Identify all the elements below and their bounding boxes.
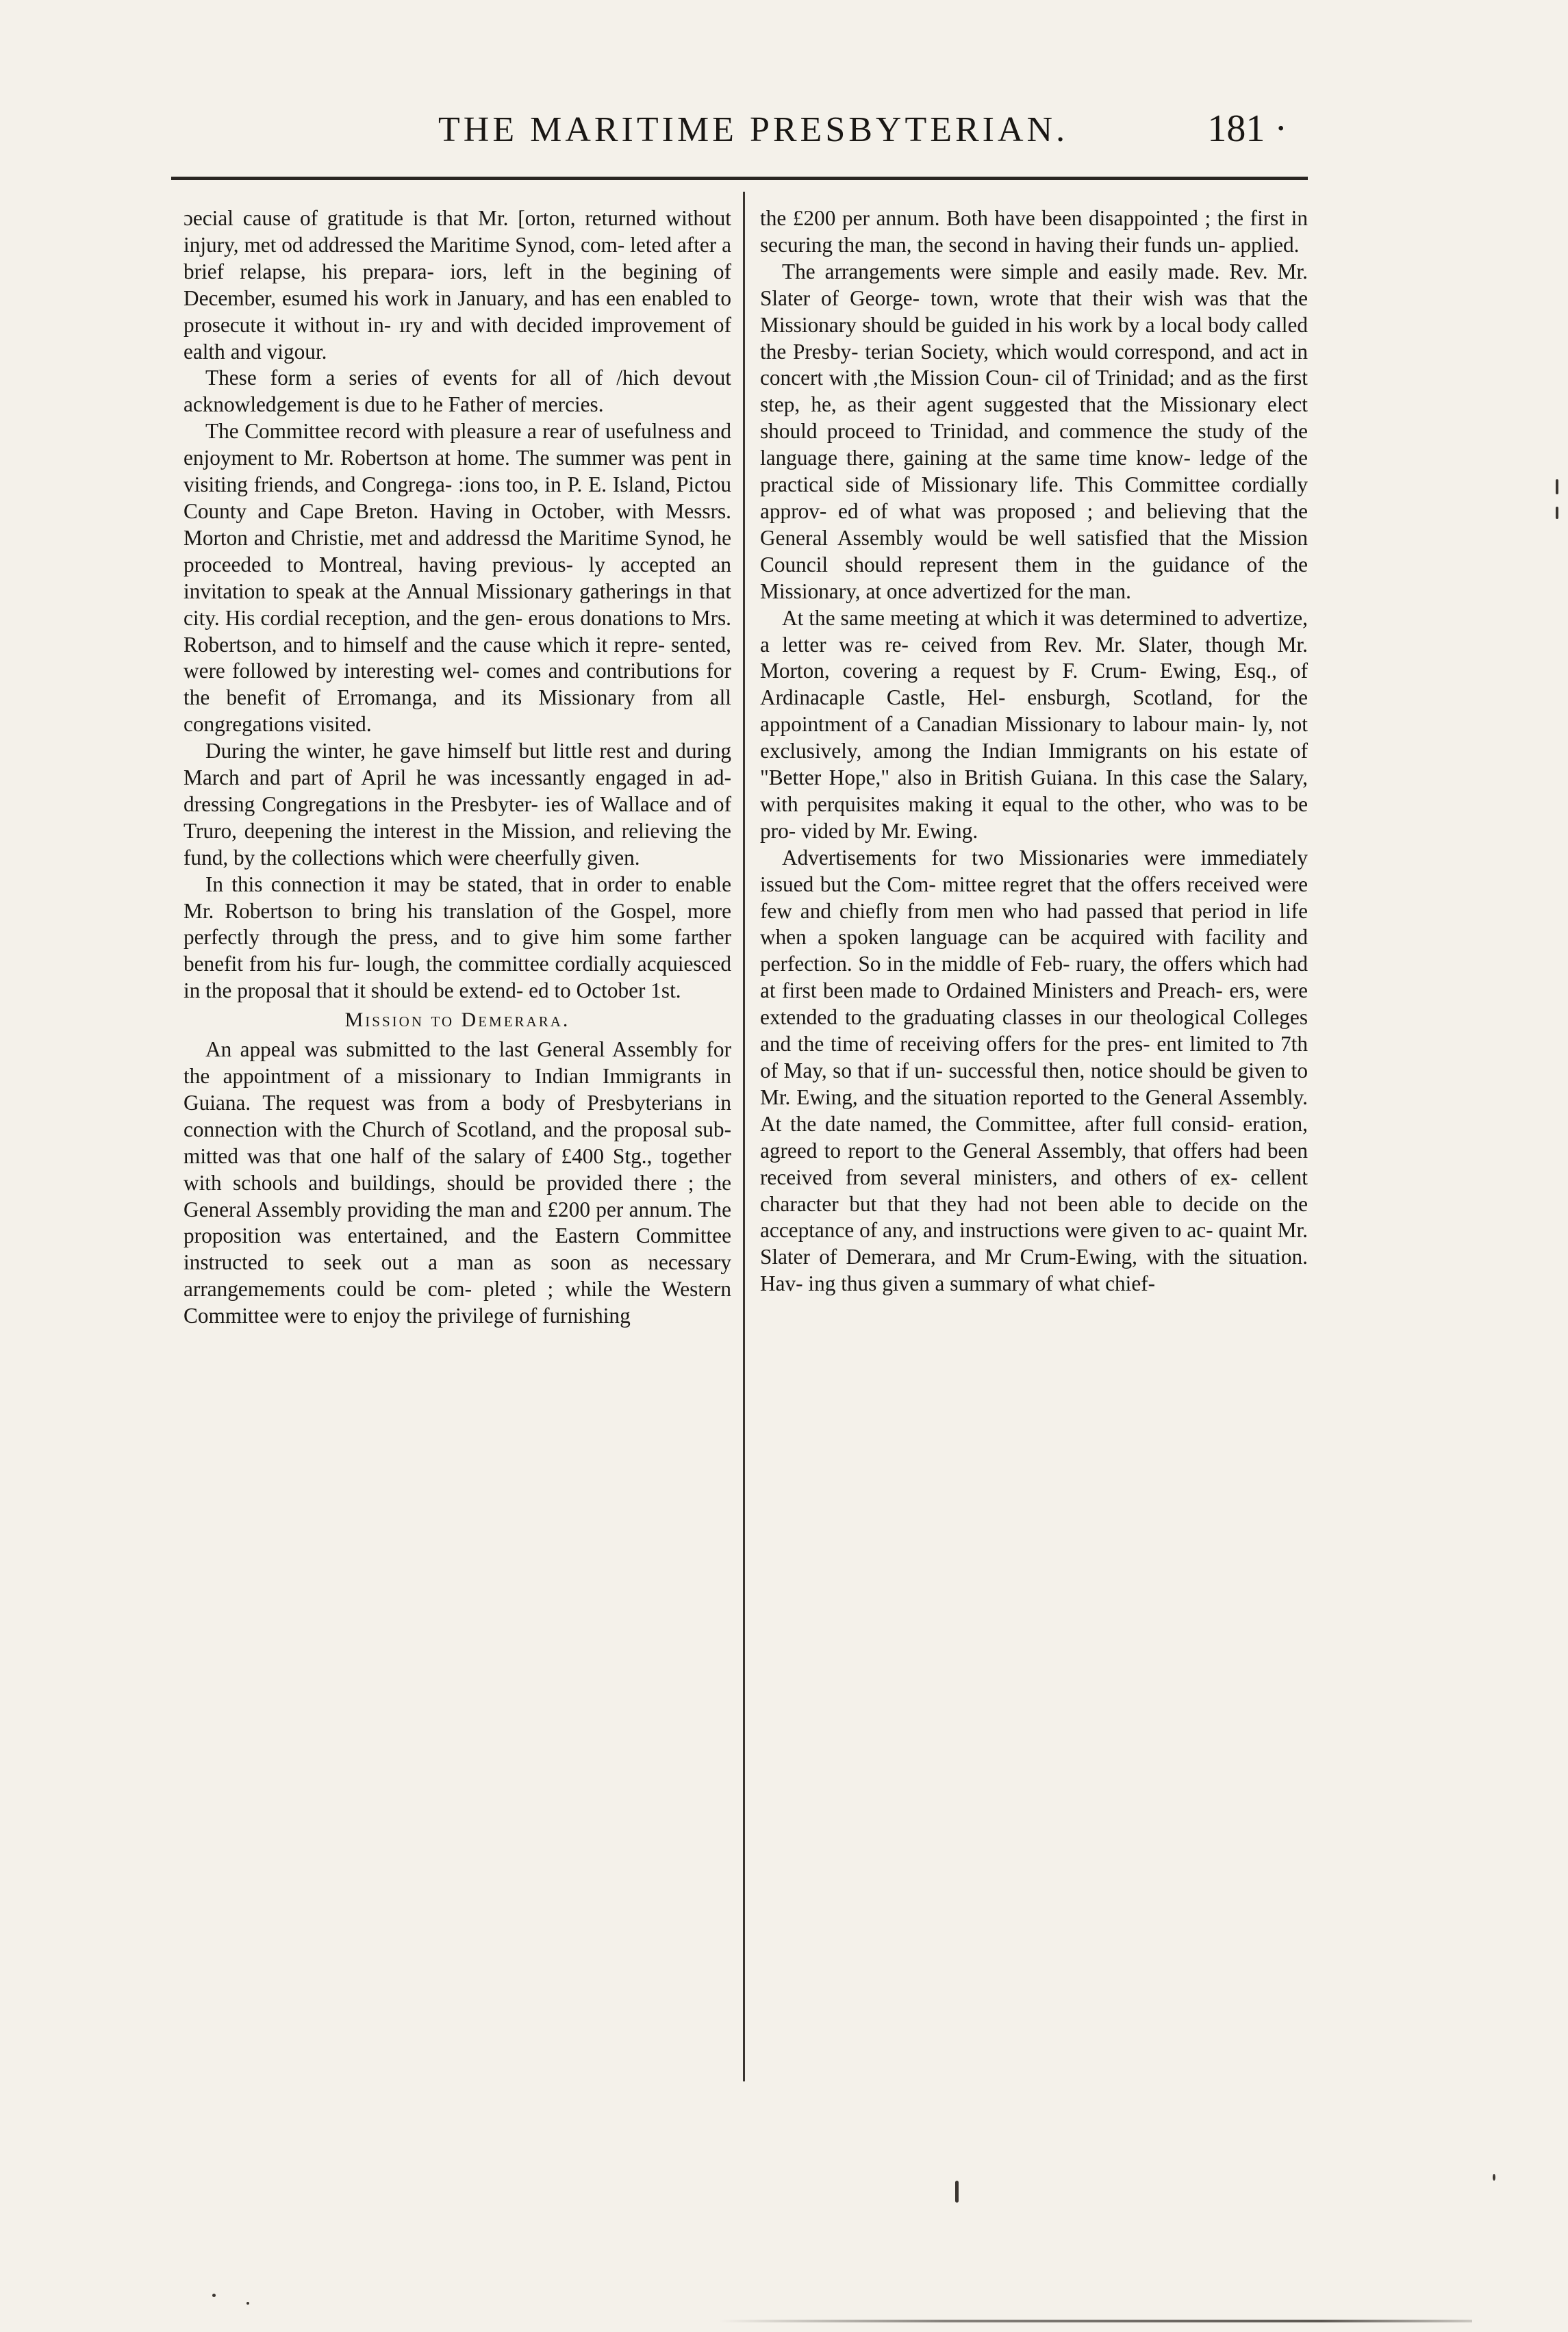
page-number: 181 · — [1207, 107, 1287, 150]
paragraph: ɔecial cause of gratitude is that Mr. [orton, returned without injury, met od addressed the Maritime Synod, com- leted after a brief relapse, his prepara- iors, left in the begining of December, esumed his work in January, and has een enabled to prosecute it without in- ıry and with decided improvement of ealth and vigour. — [184, 206, 731, 364]
paragraph: In this connection it may be stated, that in order to enable Mr. Robertson to bring his translation of the Gospel, more perfectly through the press, and to give him some farther benefit from his fur- lough, the committee cordially acquiesced in the proposal that it should be extend- ed to October 1st. — [184, 872, 731, 1003]
paragraph: The arrangements were simple and easily made. Rev. Mr. Slater of George- town, wrote that their wish was that the Missionary should be guided in his work by a local body called the Presby- terian Society, which would correspond, and act in concert with ,the Mission Coun- cil of Trinidad; and as the first step, he, as their agent suggested that the Missionary elect should proceed to Trinidad, and commence the study of the language there, gaining at the same time know- ledge of the practical side of Missionary life. This Committee cordially approv- ed of what was proposed ; and believing that the General Assembly would be well satisfied that the Mission Council should represent them in the guidance of the Missionary, at once advertized for the man. — [760, 259, 1308, 603]
publication-title: THE MARITIME PRESBYTERIAN. — [438, 110, 1069, 149]
scan-smudge — [719, 2320, 1472, 2322]
ink-speck — [955, 2181, 959, 2203]
paragraph: An appeal was submitted to the last General Assembly for the appointment of a missionary to Indian Immigrants in Guiana. The request was from a body of Presbyterians in connection with the Church of Scotland, and the proposal sub- mitted was that one half of the salary of £400 Stg., together with schools and buildings, should be provided there ; the General Assembly providing the man and £200 per annum. The proposition was entertained, and the Eastern Committee instructed to seek out a man as soon as necessary arrangemements could be com- pleted ; while the Western Committee were to enjoy the privilege of furnishing — [184, 1037, 731, 1328]
paragraph: During the winter, he gave himself but little rest and during March and part of April he was incessantly engaged in ad- dressing Congregations in the Presbyter- ies of Wallace and of Truro, deepening the interest in the Mission, and relieving the fund, by the collections which were cheerfully given. — [184, 739, 731, 870]
section-heading: Mission to Demerara. — [344, 1009, 570, 1032]
page-header — [164, 103, 1287, 164]
paragraph: Advertisements for two Missionaries were immediately issued but the Com- mittee regret that the offers received were few and chiefly from men who had passed that period in life when a spoken language can be acquired with facility and perfection. So in the middle of Feb- ruary, the offers which had at first been made to Ordained Ministers and Preach- ers, were extended to the graduating classes in our theological Colleges and the time of receiving offers for the pres- ent limited to 7th of May, so that if un- successful then, notice should be given to Mr. Ewing, and the situation reported to the General Assembly. At the date named, the Committee, after full consid- eration, agreed to report to the General Assembly, that offers had been received from several ministers, and others of ex- cellent character but that they had not been able to decide on the acceptance of any, and instructions were given to ac- quaint Mr. Slater of Demerara, and Mr Crum-Ewing, with the situation. Hav- ing thus given a summary of what chief- — [760, 845, 1308, 1296]
column-divider — [743, 192, 745, 2081]
paragraph: These form a series of events for all of /hich devout acknowledgement is due to he Father of mercies. — [184, 366, 731, 417]
ink-speck — [1556, 507, 1558, 519]
paragraph: At the same meeting at which it was determined to advertize, a letter was re- ceived from Rev. Mr. Slater, though Mr. Morton, covering a request by F. Crum- Ewing, Esq., of Ardinacaple Castle, Hel- ensburgh, Scotland, for the appointment of a Canadian Missionary to labour main- ly, not exclusively, among the Indian Immigrants on his estate of "Better Hope," also in British Guiana. In this case the Salary, with perquisites making it equal to the other, who was to be pro- vided by Mr. Ewing. — [760, 605, 1308, 843]
paragraph-continuation: the £200 per annum. Both have been disappointed ; the first in securing the man, the second in having their funds un- applied. — [760, 206, 1308, 257]
header-rule — [171, 177, 1308, 180]
paragraph: The Committee record with pleasure a rear of usefulness and enjoyment to Mr. Robertson at home. The summer was pent in visiting friends, and Congrega- :ions too, in P. E. Island, Pictou County and Cape Breton. Having in October, with Messrs. Morton and Christie, met and addressd the Maritime Synod, he proceeded to Montreal, having previous- ly accepted an invitation to speak at the Annual Missionary gatherings in that city. His cordial reception, and the gen- erous donations to Mrs. Robertson, and to himself and the cause which it repre- sented, were followed by interesting wel- comes and contributions for the benefit of Erromanga, and its Missionary from all congregations visited. — [184, 419, 731, 737]
ink-speck — [1493, 2174, 1495, 2181]
ink-speck — [1556, 479, 1558, 494]
left-column — [184, 205, 731, 1330]
ink-speck — [212, 2294, 216, 2297]
ink-speck — [246, 2302, 249, 2305]
right-column — [760, 205, 1308, 1297]
